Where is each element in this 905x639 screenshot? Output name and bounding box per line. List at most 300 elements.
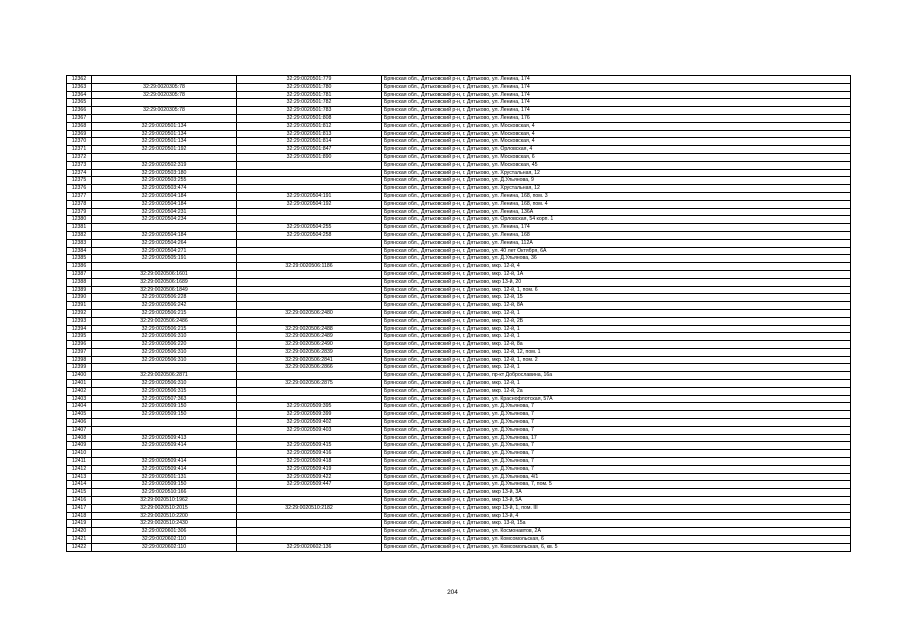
row-number-cell: 12363: [67, 83, 92, 91]
object-cadastral-number-cell: 32:29:0020501:814: [237, 138, 382, 146]
land-cadastral-number-cell: 32:29:0020506:228: [92, 294, 237, 302]
address-cell: Брянская обл., Дятьковский р-н, г. Дятьково, ул. Д.Ульянова, 36: [382, 255, 851, 263]
registry-table: [66, 75, 851, 552]
land-cadastral-number-cell: [92, 114, 237, 122]
address-cell: Брянская обл., Дятьковский р-н, г. Дятьково, ул. Орловская, 4: [382, 146, 851, 154]
object-cadastral-number-cell: [237, 520, 382, 528]
address-cell: Брянская обл., Дятьковский р-н, г. Дятьково, мкр. 12-й, 8а: [382, 341, 851, 349]
table-row: [67, 419, 851, 427]
row-number-cell: 12401: [67, 380, 92, 388]
address-cell: Брянская обл., Дятьковский р-н, г. Дятьково, ул. Д.Ульянова, 7: [382, 465, 851, 473]
land-cadastral-number-cell: 32:29:0020506:315: [92, 387, 237, 395]
table-row: [67, 83, 851, 91]
address-cell: Брянская обл., Дятьковский р-н, г. Дятьково, мкр. 12-й, 8А: [382, 302, 851, 310]
object-cadastral-number-cell: [237, 387, 382, 395]
land-cadastral-number-cell: 32:29:0020506:1601: [92, 270, 237, 278]
table-row: [67, 309, 851, 317]
address-cell: Брянская обл., Дятьковский р-н, г. Дятьково, ул. Ленина, 168, пом. 3: [382, 192, 851, 200]
table-row: [67, 317, 851, 325]
land-cadastral-number-cell: [92, 153, 237, 161]
row-number-cell: 12415: [67, 489, 92, 497]
table-row: [67, 270, 851, 278]
land-cadastral-number-cell: 32:29:0020506:310: [92, 356, 237, 364]
address-cell: Брянская обл., Дятьковский р-н, г. Дятьково, ул. Д.Ульянова, 7: [382, 442, 851, 450]
row-number-cell: 12381: [67, 224, 92, 232]
object-cadastral-number-cell: [237, 395, 382, 403]
address-cell: Брянская обл., Дятьковский р-н, г. Дятьково, ул. Д.Ульянова, 7: [382, 458, 851, 466]
land-cadastral-number-cell: 32:29:0020507:363: [92, 395, 237, 403]
table-row: [67, 107, 851, 115]
object-cadastral-number-cell: 32:29:0020501:847: [237, 146, 382, 154]
address-cell: Брянская обл., Дятьковский р-н, г. Дятьково, ул. Комсомольская, 6: [382, 536, 851, 544]
object-cadastral-number-cell: 32:29:0020509:447: [237, 481, 382, 489]
land-cadastral-number-cell: 32:29:0020505:191: [92, 255, 237, 263]
land-cadastral-number-cell: 32:29:0020506:215: [92, 325, 237, 333]
table-row: [67, 263, 851, 271]
table-row: [67, 278, 851, 286]
row-number-cell: 12410: [67, 450, 92, 458]
address-cell: Брянская обл., Дятьковский р-н, г. Дятьково, ул. Московская, 45: [382, 161, 851, 169]
table-row: [67, 302, 851, 310]
object-cadastral-number-cell: [237, 161, 382, 169]
row-number-cell: 12397: [67, 348, 92, 356]
object-cadastral-number-cell: 32:29:0020504:258: [237, 231, 382, 239]
address-cell: Брянская обл., Дятьковский р-н, г. Дятьково, мкр. 12-й, 2а: [382, 387, 851, 395]
address-cell: Брянская обл., Дятьковский р-н, г. Дятьково, ул. Московская, 4: [382, 122, 851, 130]
table-row: [67, 247, 851, 255]
address-cell: Брянская обл., Дятьковский р-н, г. Дятьково, мкр 13-й, 1, пом. III: [382, 504, 851, 512]
object-cadastral-number-cell: 32:29:0020506:2866: [237, 364, 382, 372]
land-cadastral-number-cell: 32:29:0020506:310: [92, 333, 237, 341]
address-cell: Брянская обл., Дятьковский р-н, г. Дятьково, мкр. 12-й, 1, пом. 2: [382, 356, 851, 364]
object-cadastral-number-cell: [237, 286, 382, 294]
object-cadastral-number-cell: 32:29:0020509:395: [237, 403, 382, 411]
object-cadastral-number-cell: 32:29:0020501:783: [237, 107, 382, 115]
address-cell: Брянская обл., Дятьковский р-н, г. Дятьково, ул. Хрустальная, 12: [382, 185, 851, 193]
land-cadastral-number-cell: 32:29:0020504:184: [92, 200, 237, 208]
land-cadastral-number-cell: 32:29:0020504:231: [92, 208, 237, 216]
object-cadastral-number-cell: 32:29:0020504:192: [237, 200, 382, 208]
land-cadastral-number-cell: 32:29:0020506:1689: [92, 278, 237, 286]
row-number-cell: 12390: [67, 294, 92, 302]
address-cell: Брянская обл., Дятьковский р-н, г. Дятьково, ул. Д.Ульянова, 7: [382, 411, 851, 419]
row-number-cell: 12417: [67, 504, 92, 512]
object-cadastral-number-cell: 32:29:0020509:415: [237, 442, 382, 450]
address-cell: Брянская обл., Дятьковский р-н, г. Дятьково, ул. Московская, 6: [382, 153, 851, 161]
row-number-cell: 12398: [67, 356, 92, 364]
row-number-cell: 12393: [67, 317, 92, 325]
object-cadastral-number-cell: [237, 434, 382, 442]
table-row: [67, 114, 851, 122]
address-cell: Брянская обл., Дятьковский р-н, г. Дятьково, мкр. 13-й, 15а: [382, 520, 851, 528]
land-cadastral-number-cell: 32:29:0020510:2200: [92, 512, 237, 520]
object-cadastral-number-cell: 32:29:0020506:2841: [237, 356, 382, 364]
land-cadastral-number-cell: 32:29:0020506:1849: [92, 286, 237, 294]
row-number-cell: 12420: [67, 528, 92, 536]
object-cadastral-number-cell: [237, 536, 382, 544]
address-cell: Брянская обл., Дятьковский р-н, г. Дятьково, ул. Московская, 4: [382, 138, 851, 146]
address-cell: Брянская обл., Дятьковский р-н, г. Дятьково, мкр. 12-й, 12, пом. 1: [382, 348, 851, 356]
object-cadastral-number-cell: 32:29:0020504:191: [237, 192, 382, 200]
address-cell: Брянская обл., Дятьковский р-н, г. Дятьково, ул. Орловская, 54 корп. 1: [382, 216, 851, 224]
row-number-cell: 12368: [67, 122, 92, 130]
address-cell: Брянская обл., Дятьковский р-н, г. Дятьково, мкр. 12-й, 1: [382, 333, 851, 341]
address-cell: Брянская обл., Дятьковский р-н, г. Дятьково, ул. Ленина, 174: [382, 107, 851, 115]
table-row: [67, 99, 851, 107]
table-row: [67, 239, 851, 247]
address-cell: Брянская обл., Дятьковский р-н, г. Дятьково, ул. Ленина, 168: [382, 231, 851, 239]
address-cell: Брянская обл., Дятьковский р-н, г. Дятьково, ул. Ленина, 174: [382, 83, 851, 91]
address-cell: Брянская обл., Дятьковский р-н, г. Дятьково, мкр. 12-й, 1, пом. 6: [382, 286, 851, 294]
table-row: [67, 504, 851, 512]
row-number-cell: 12402: [67, 387, 92, 395]
row-number-cell: 12419: [67, 520, 92, 528]
land-cadastral-number-cell: 32:29:0020509:150: [92, 481, 237, 489]
row-number-cell: 12422: [67, 543, 92, 551]
address-cell: Брянская обл., Дятьковский р-н, г. Дятьково, мкр. 12-й, 15: [382, 294, 851, 302]
object-cadastral-number-cell: 32:29:0020506:2490: [237, 341, 382, 349]
address-cell: Брянская обл., Дятьковский р-н, г. Дятьково, ул. Д.Ульянова, 7: [382, 403, 851, 411]
land-cadastral-number-cell: 32:29:0020602:110: [92, 543, 237, 551]
land-cadastral-number-cell: 32:29:0020509:414: [92, 458, 237, 466]
row-number-cell: 12392: [67, 309, 92, 317]
table-row: [67, 192, 851, 200]
address-cell: Брянская обл., Дятьковский р-н, г. Дятьково, ул. Московская, 4: [382, 130, 851, 138]
land-cadastral-number-cell: 32:29:0020601:306: [92, 528, 237, 536]
object-cadastral-number-cell: [237, 528, 382, 536]
table-row: [67, 528, 851, 536]
land-cadastral-number-cell: 32:29:0020506:310: [92, 348, 237, 356]
row-number-cell: 12384: [67, 247, 92, 255]
land-cadastral-number-cell: 32:29:0020502:319: [92, 161, 237, 169]
table-row: [67, 341, 851, 349]
object-cadastral-number-cell: 32:29:0020501:782: [237, 99, 382, 107]
address-cell: Брянская обл., Дятьковский р-н, г. Дятьково, пр-кт Доброславина, 16а: [382, 372, 851, 380]
object-cadastral-number-cell: 32:29:0020602:136: [237, 543, 382, 551]
row-number-cell: 12385: [67, 255, 92, 263]
address-cell: Брянская обл., Дятьковский р-н, г. Дятьково, ул. Ленина, 176: [382, 114, 851, 122]
land-cadastral-number-cell: 32:29:0020506:2486: [92, 317, 237, 325]
table-row: [67, 395, 851, 403]
table-row: [67, 146, 851, 154]
row-number-cell: 12411: [67, 458, 92, 466]
row-number-cell: 12412: [67, 465, 92, 473]
row-number-cell: 12371: [67, 146, 92, 154]
land-cadastral-number-cell: 32:29:0020509:150: [92, 411, 237, 419]
row-number-cell: 12394: [67, 325, 92, 333]
address-cell: Брянская обл., Дятьковский р-н, г. Дятьково, ул. Ленина, 112А: [382, 239, 851, 247]
row-number-cell: 12416: [67, 497, 92, 505]
table-row: [67, 294, 851, 302]
land-cadastral-number-cell: 32:29:0020503:255: [92, 177, 237, 185]
land-cadastral-number-cell: [92, 364, 237, 372]
object-cadastral-number-cell: [237, 302, 382, 310]
row-number-cell: 12396: [67, 341, 92, 349]
table-row: [67, 356, 851, 364]
table-row: [67, 255, 851, 263]
address-cell: Брянская обл., Дятьковский р-н, г. Дятьково, мкр. 12-й, 1: [382, 380, 851, 388]
land-cadastral-number-cell: [92, 450, 237, 458]
address-cell: Брянская обл., Дятьковский р-н, г. Дятьково, ул. Ленина, 136А: [382, 208, 851, 216]
table-row: [67, 489, 851, 497]
table-row: [67, 442, 851, 450]
land-cadastral-number-cell: 32:29:0020510:2430: [92, 520, 237, 528]
table-row: [67, 224, 851, 232]
object-cadastral-number-cell: 32:29:0020501:779: [237, 76, 382, 84]
land-cadastral-number-cell: 32:29:0020509:414: [92, 465, 237, 473]
address-cell: Брянская обл., Дятьковский р-н, г. Дятьково, ул. Ленина, 174: [382, 91, 851, 99]
address-cell: Брянская обл., Дятьковский р-н, г. Дятьково, ул. Ленина, 174: [382, 76, 851, 84]
table-row: [67, 122, 851, 130]
row-number-cell: 12388: [67, 278, 92, 286]
land-cadastral-number-cell: 32:29:0020510:1962: [92, 497, 237, 505]
row-number-cell: 12364: [67, 91, 92, 99]
row-number-cell: 12405: [67, 411, 92, 419]
row-number-cell: 12421: [67, 536, 92, 544]
table-row: [67, 138, 851, 146]
object-cadastral-number-cell: [237, 372, 382, 380]
row-number-cell: 12366: [67, 107, 92, 115]
table-row: [67, 348, 851, 356]
row-number-cell: 12413: [67, 473, 92, 481]
row-number-cell: 12408: [67, 434, 92, 442]
object-cadastral-number-cell: 32:29:0020509:402: [237, 419, 382, 427]
object-cadastral-number-cell: [237, 177, 382, 185]
object-cadastral-number-cell: [237, 247, 382, 255]
row-number-cell: 12382: [67, 231, 92, 239]
table-row: [67, 411, 851, 419]
row-number-cell: 12386: [67, 263, 92, 271]
object-cadastral-number-cell: [237, 239, 382, 247]
land-cadastral-number-cell: 32:29:0020509:413: [92, 434, 237, 442]
land-cadastral-number-cell: [92, 426, 237, 434]
address-cell: Брянская обл., Дятьковский р-н, г. Дятьково, ул. 40 лет Октября, 6А: [382, 247, 851, 255]
object-cadastral-number-cell: 32:29:0020509:399: [237, 411, 382, 419]
object-cadastral-number-cell: 32:29:0020509:416: [237, 450, 382, 458]
land-cadastral-number-cell: 32:29:0020506:215: [92, 309, 237, 317]
table-row: [67, 512, 851, 520]
row-number-cell: 12391: [67, 302, 92, 310]
row-number-cell: 12380: [67, 216, 92, 224]
address-cell: Брянская обл., Дятьковский р-н, г. Дятьково, мкр. 12-й, 1: [382, 309, 851, 317]
land-cadastral-number-cell: 32:29:0020504:184: [92, 231, 237, 239]
object-cadastral-number-cell: 32:29:0020506:2489: [237, 333, 382, 341]
address-cell: Брянская обл., Дятьковский р-н, г. Дятьково, мкр. 12-й, 1: [382, 325, 851, 333]
land-cadastral-number-cell: 32:29:0020506:2871: [92, 372, 237, 380]
land-cadastral-number-cell: 32:29:0020602:110: [92, 536, 237, 544]
object-cadastral-number-cell: 32:29:0020506:2875: [237, 380, 382, 388]
table-row: [67, 325, 851, 333]
table-row: [67, 200, 851, 208]
address-cell: Брянская обл., Дятьковский р-н, г. Дятьково, ул. Комсомольская, 6, кв. 5: [382, 543, 851, 551]
row-number-cell: 12376: [67, 185, 92, 193]
row-number-cell: 12370: [67, 138, 92, 146]
row-number-cell: 12365: [67, 99, 92, 107]
land-cadastral-number-cell: 32:29:0020509:150: [92, 403, 237, 411]
row-number-cell: 12409: [67, 442, 92, 450]
object-cadastral-number-cell: [237, 255, 382, 263]
row-number-cell: 12383: [67, 239, 92, 247]
table-row: [67, 380, 851, 388]
object-cadastral-number-cell: [237, 512, 382, 520]
object-cadastral-number-cell: 32:29:0020506:2488: [237, 325, 382, 333]
land-cadastral-number-cell: 32:29:0020305:78: [92, 91, 237, 99]
address-cell: Брянская обл., Дятьковский р-н, г. Дятьково, мкр. 12-й, 2Б: [382, 317, 851, 325]
table-row: [67, 231, 851, 239]
table-row: [67, 426, 851, 434]
object-cadastral-number-cell: 32:29:0020501:780: [237, 83, 382, 91]
land-cadastral-number-cell: 32:29:0020510:166: [92, 489, 237, 497]
object-cadastral-number-cell: 32:29:0020506:2839: [237, 348, 382, 356]
object-cadastral-number-cell: [237, 278, 382, 286]
address-cell: Брянская обл., Дятьковский р-н, г. Дятьково, мкр. 12-й, 4: [382, 263, 851, 271]
row-number-cell: 12400: [67, 372, 92, 380]
address-cell: Брянская обл., Дятьковский р-н, г. Дятьково, ул. Д.Ульянова, 7: [382, 426, 851, 434]
land-cadastral-number-cell: 32:29:0020503:180: [92, 169, 237, 177]
table-row: [67, 473, 851, 481]
object-cadastral-number-cell: 32:29:0020504:255: [237, 224, 382, 232]
row-number-cell: 12372: [67, 153, 92, 161]
object-cadastral-number-cell: 32:29:0020501:781: [237, 91, 382, 99]
registry-table-body: [67, 76, 851, 552]
land-cadastral-number-cell: [92, 224, 237, 232]
row-number-cell: 12375: [67, 177, 92, 185]
object-cadastral-number-cell: 32:29:0020509:422: [237, 473, 382, 481]
table-row: [67, 161, 851, 169]
table-row: [67, 458, 851, 466]
object-cadastral-number-cell: [237, 169, 382, 177]
address-cell: Брянская обл., Дятьковский р-н, г. Дятьково, ул. Ленина, 174: [382, 224, 851, 232]
address-cell: Брянская обл., Дятьковский р-н, г. Дятьково, ул. Д.Ульянова, 7: [382, 450, 851, 458]
registry-table-container: [66, 75, 851, 552]
row-number-cell: 12389: [67, 286, 92, 294]
land-cadastral-number-cell: 32:29:0020509:414: [92, 442, 237, 450]
object-cadastral-number-cell: 32:29:0020501:890: [237, 153, 382, 161]
table-row: [67, 543, 851, 551]
address-cell: Брянская обл., Дятьковский р-н, г. Дятьково, мкр 13-й, 20: [382, 278, 851, 286]
row-number-cell: 12387: [67, 270, 92, 278]
table-row: [67, 372, 851, 380]
address-cell: Брянская обл., Дятьковский р-н, г. Дятьково, ул. Ленина, 174: [382, 99, 851, 107]
row-number-cell: 12377: [67, 192, 92, 200]
object-cadastral-number-cell: [237, 294, 382, 302]
object-cadastral-number-cell: 32:29:0020501:812: [237, 122, 382, 130]
address-cell: Брянская обл., Дятьковский р-н, г. Дятьково, мкр 13-й, 3А: [382, 489, 851, 497]
object-cadastral-number-cell: 32:29:0020501:808: [237, 114, 382, 122]
land-cadastral-number-cell: [92, 419, 237, 427]
table-row: [67, 520, 851, 528]
table-row: [67, 91, 851, 99]
object-cadastral-number-cell: [237, 489, 382, 497]
table-row: [67, 387, 851, 395]
land-cadastral-number-cell: [92, 99, 237, 107]
row-number-cell: 12369: [67, 130, 92, 138]
row-number-cell: 12403: [67, 395, 92, 403]
address-cell: Брянская обл., Дятьковский р-н, г. Дятьково, ул. Краснофлотская, 57А: [382, 395, 851, 403]
row-number-cell: 12362: [67, 76, 92, 84]
land-cadastral-number-cell: 32:29:0020501:192: [92, 146, 237, 154]
land-cadastral-number-cell: 32:29:0020504:234: [92, 216, 237, 224]
row-number-cell: 12367: [67, 114, 92, 122]
address-cell: Брянская обл., Дятьковский р-н, г. Дятьково, ул. Космонавтов, 2А: [382, 528, 851, 536]
object-cadastral-number-cell: 32:29:0020509:419: [237, 465, 382, 473]
row-number-cell: 12407: [67, 426, 92, 434]
object-cadastral-number-cell: [237, 270, 382, 278]
address-cell: Брянская обл., Дятьковский р-н, г. Дятьково, ул. Д.Ульянова, 7: [382, 419, 851, 427]
table-row: [67, 286, 851, 294]
object-cadastral-number-cell: 32:29:0020501:813: [237, 130, 382, 138]
table-row: [67, 208, 851, 216]
address-cell: Брянская обл., Дятьковский р-н, г. Дятьково, ул. Д.Ульянова, 7, пом. 5: [382, 481, 851, 489]
row-number-cell: 12404: [67, 403, 92, 411]
object-cadastral-number-cell: [237, 208, 382, 216]
object-cadastral-number-cell: [237, 185, 382, 193]
table-row: [67, 185, 851, 193]
table-row: [67, 177, 851, 185]
row-number-cell: 12418: [67, 512, 92, 520]
object-cadastral-number-cell: 32:29:0020506:2480: [237, 309, 382, 317]
land-cadastral-number-cell: 32:29:0020510:2015: [92, 504, 237, 512]
row-number-cell: 12379: [67, 208, 92, 216]
row-number-cell: 12399: [67, 364, 92, 372]
address-cell: Брянская обл., Дятьковский р-н, г. Дятьково, мкр. 12-й, 1: [382, 364, 851, 372]
address-cell: Брянская обл., Дятьковский р-н, г. Дятьково, мкр. 12-й, 1А: [382, 270, 851, 278]
land-cadastral-number-cell: 32:29:0020506:220: [92, 341, 237, 349]
object-cadastral-number-cell: [237, 497, 382, 505]
table-row: [67, 536, 851, 544]
table-row: [67, 364, 851, 372]
table-row: [67, 169, 851, 177]
object-cadastral-number-cell: [237, 317, 382, 325]
table-row: [67, 333, 851, 341]
land-cadastral-number-cell: 32:29:0020506:242: [92, 302, 237, 310]
table-row: [67, 450, 851, 458]
table-row: [67, 216, 851, 224]
object-cadastral-number-cell: 32:29:0020506:1186: [237, 263, 382, 271]
land-cadastral-number-cell: 32:29:0020504:264: [92, 239, 237, 247]
land-cadastral-number-cell: 32:29:0020501:134: [92, 130, 237, 138]
row-number-cell: 12395: [67, 333, 92, 341]
land-cadastral-number-cell: 32:29:0020503:474: [92, 185, 237, 193]
table-row: [67, 76, 851, 84]
address-cell: Брянская обл., Дятьковский р-н, г. Дятьково, ул. Ленина, 168, пом. 4: [382, 200, 851, 208]
table-row: [67, 403, 851, 411]
table-row: [67, 465, 851, 473]
row-number-cell: 12414: [67, 481, 92, 489]
land-cadastral-number-cell: 32:29:0020501:134: [92, 138, 237, 146]
address-cell: Брянская обл., Дятьковский р-н, г. Дятьково, мкр 13-й, 5А: [382, 497, 851, 505]
land-cadastral-number-cell: 32:29:0020501:134: [92, 122, 237, 130]
page-number: 204: [447, 589, 458, 596]
land-cadastral-number-cell: 32:29:0020305:78: [92, 83, 237, 91]
address-cell: Брянская обл., Дятьковский р-н, г. Дятьково, ул. Д.Ульянова, 4/1: [382, 473, 851, 481]
land-cadastral-number-cell: 32:29:0020504:271: [92, 247, 237, 255]
row-number-cell: 12373: [67, 161, 92, 169]
table-row: [67, 434, 851, 442]
land-cadastral-number-cell: [92, 76, 237, 84]
address-cell: Брянская обл., Дятьковский р-н, г. Дятьково, мкр 13-й, 4: [382, 512, 851, 520]
table-row: [67, 130, 851, 138]
table-row: [67, 153, 851, 161]
land-cadastral-number-cell: 32:29:0020504:184: [92, 192, 237, 200]
table-row: [67, 497, 851, 505]
row-number-cell: 12374: [67, 169, 92, 177]
land-cadastral-number-cell: 32:29:0020501:131: [92, 473, 237, 481]
land-cadastral-number-cell: 32:29:0020305:78: [92, 107, 237, 115]
land-cadastral-number-cell: 32:29:0020506:310: [92, 380, 237, 388]
address-cell: Брянская обл., Дятьковский р-н, г. Дятьково, ул. Д.Ульянова, 9: [382, 177, 851, 185]
object-cadastral-number-cell: 32:29:0020510:2182: [237, 504, 382, 512]
